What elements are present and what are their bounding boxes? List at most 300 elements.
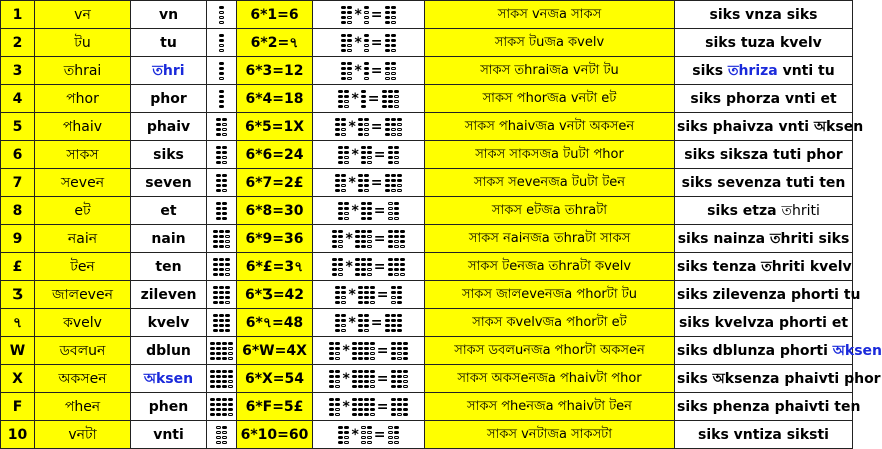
dot-column-icon: [219, 257, 224, 277]
dot-icon: [397, 314, 402, 317]
dot-icon: [394, 230, 399, 233]
table-row: [1, 365, 853, 393]
latin-number-word-text: kvelv: [147, 314, 190, 331]
dot-icon: [397, 408, 402, 411]
dot-icon: [364, 398, 369, 401]
dot-icon: [403, 403, 408, 406]
dot-icon: [332, 273, 337, 276]
dot-icon: [347, 72, 352, 75]
row-number: 2: [1, 29, 35, 57]
dot-numeral-icon: [213, 229, 230, 249]
dot-column-icon: [355, 229, 360, 249]
dot-icon: [394, 245, 399, 248]
latin-number-word: [131, 1, 207, 29]
dot-icon: [341, 39, 346, 42]
dot-icon: [344, 207, 349, 210]
latin-number-word: [131, 365, 207, 393]
dot-numeral-icon: [388, 229, 405, 249]
dot-icon: [222, 161, 227, 164]
dot-icon: [341, 49, 346, 52]
dot-icon: [216, 426, 221, 429]
dot-icon: [388, 161, 393, 164]
bengali-phrase: সাকস নaiনজa তhraটা সাকস: [425, 225, 675, 253]
dot-numeral-icon: [391, 341, 408, 361]
bengali-number-word: ডবলuন: [35, 337, 131, 365]
dot-icon: [222, 133, 227, 136]
dot-icon: [388, 105, 393, 108]
dot-column-icon: [364, 117, 369, 137]
dot-icon: [397, 291, 402, 294]
dot-icon: [332, 268, 337, 271]
times-icon: *: [348, 118, 356, 135]
dot-icon: [391, 49, 396, 52]
dot-icon: [367, 207, 372, 210]
dot-icon: [344, 146, 349, 149]
dot-icon: [403, 347, 408, 350]
dot-icon: [216, 380, 221, 383]
dot-icon: [228, 375, 233, 378]
dot-column-icon: [338, 229, 343, 249]
dot-icon: [335, 370, 340, 373]
dot-icon: [341, 34, 346, 37]
dot-equation: [313, 281, 425, 309]
table-row: [1, 393, 853, 421]
dot-icon: [391, 118, 396, 121]
dot-column-icon: [358, 173, 363, 193]
dot-column-icon: [391, 285, 396, 305]
dot-icon: [222, 413, 227, 416]
dot-icon: [364, 123, 369, 126]
dot-icon: [367, 156, 372, 159]
dot-column-icon: [391, 397, 396, 417]
latin-number-word-text: vn: [158, 6, 179, 23]
dot-icon: [222, 174, 227, 177]
dot-icon: [388, 151, 393, 154]
dot-icon: [225, 240, 230, 243]
times-icon: *: [351, 90, 359, 107]
dot-icon: [370, 385, 375, 388]
bengali-number-word: নaiন: [35, 225, 131, 253]
dot-icon: [391, 189, 396, 192]
dot-icon: [335, 118, 340, 121]
equals-icon: =: [370, 314, 383, 331]
dot-column-icon: [361, 425, 366, 445]
dot-icon: [388, 273, 393, 276]
latin-phrase-part: ত: [727, 62, 739, 79]
dot-equation: [313, 85, 425, 113]
dot-icon: [219, 39, 224, 42]
dot-icon: [364, 375, 369, 378]
dot-column-icon: [341, 33, 346, 53]
dot-icon: [347, 6, 352, 9]
dot-icon: [391, 375, 396, 378]
dot-numeral-icon: [329, 341, 340, 361]
dot-icon: [329, 398, 334, 401]
dot-column-icon: [397, 117, 402, 137]
latin-phrase: [675, 337, 882, 365]
dot-icon: [352, 408, 357, 411]
dot-icon: [213, 319, 218, 322]
dot-icon: [222, 179, 227, 182]
row-number: 10: [1, 421, 35, 449]
dot-column-icon: [370, 397, 375, 417]
dot-icon: [219, 34, 224, 37]
dot-column-icon: [400, 229, 405, 249]
latin-phrase: [675, 29, 853, 57]
dot-numeral-icon: [329, 397, 340, 417]
dot-icon: [216, 118, 221, 121]
dot-column-icon: [385, 173, 390, 193]
dot-icon: [338, 151, 343, 154]
dot-column-icon: [341, 313, 346, 333]
dot-icon: [364, 34, 369, 37]
dot-icon: [385, 329, 390, 332]
dot-column-icon: [352, 397, 357, 417]
dot-icon: [394, 268, 399, 271]
dot-icon: [391, 296, 396, 299]
table-row: [1, 337, 853, 365]
dot-icon: [344, 202, 349, 205]
dot-column-icon: [210, 369, 215, 389]
dot-icon: [213, 240, 218, 243]
dot-icon: [210, 380, 215, 383]
dot-numeral-icon: [216, 201, 227, 221]
dot-column-icon: [397, 369, 402, 389]
row-number: F: [1, 393, 35, 421]
dot-icon: [219, 16, 224, 19]
dot-icon: [397, 413, 402, 416]
equation: 6*1=6: [237, 1, 313, 29]
dot-icon: [210, 413, 215, 416]
dot-icon: [335, 380, 340, 383]
bengali-phrase: সাকস পheনজa পhaivটা টeন: [425, 393, 675, 421]
dot-equation-group: [341, 61, 395, 81]
dot-icon: [341, 21, 346, 24]
dot-column-icon: [364, 369, 369, 389]
dot-equation: [313, 113, 425, 141]
dot-equation-group: [329, 397, 407, 417]
dot-icon: [347, 44, 352, 47]
dot-numeral-icon: [335, 285, 346, 305]
dot-numeral: [207, 281, 237, 309]
latin-phrase: [675, 113, 864, 141]
dot-icon: [329, 347, 334, 350]
dot-icon: [335, 174, 340, 177]
dot-numeral-icon: [361, 145, 372, 165]
equals-icon: =: [376, 398, 389, 415]
dot-column-icon: [213, 285, 218, 305]
dot-numeral-icon: [358, 173, 369, 193]
dot-icon: [361, 156, 366, 159]
dot-icon: [394, 156, 399, 159]
dot-icon: [216, 217, 221, 220]
dot-column-icon: [358, 341, 363, 361]
dot-numeral-icon: [335, 117, 346, 137]
dot-icon: [335, 413, 340, 416]
dot-icon: [397, 324, 402, 327]
dot-equation: [313, 421, 425, 449]
dot-icon: [397, 118, 402, 121]
dot-icon: [397, 296, 402, 299]
dot-column-icon: [391, 33, 396, 53]
dot-column-icon: [216, 397, 221, 417]
dot-numeral-icon: [385, 33, 396, 53]
latin-number-word: [131, 281, 207, 309]
table-row: [1, 1, 853, 29]
dot-column-icon: [358, 117, 363, 137]
dot-icon: [358, 291, 363, 294]
dot-icon: [341, 324, 346, 327]
dot-column-icon: [332, 229, 337, 249]
dot-icon: [388, 263, 393, 266]
dot-icon: [382, 95, 387, 98]
equation: 6*3=12: [237, 57, 313, 85]
dot-column-icon: [216, 145, 221, 165]
dot-icon: [385, 6, 390, 9]
dot-icon: [225, 291, 230, 294]
dot-column-icon: [394, 229, 399, 249]
bengali-number-word: vনটা: [35, 421, 131, 449]
dot-column-icon: [344, 89, 349, 109]
dot-icon: [335, 385, 340, 388]
dot-icon: [364, 11, 369, 14]
dot-icon: [228, 370, 233, 373]
latin-phrase-part: siks vnza siks: [709, 6, 818, 23]
dot-icon: [210, 385, 215, 388]
dot-numeral-icon: [219, 61, 224, 81]
bengali-phrase: সাকস তhraiজa vনটা টu: [425, 57, 675, 85]
dot-icon: [397, 184, 402, 187]
dot-icon: [213, 230, 218, 233]
dot-icon: [397, 352, 402, 355]
dot-icon: [225, 286, 230, 289]
latin-phrase-part: siks অksenza phaivti phor: [677, 370, 881, 387]
dot-column-icon: [216, 117, 221, 137]
dot-icon: [388, 245, 393, 248]
dot-icon: [391, 370, 396, 373]
dot-column-icon: [341, 117, 346, 137]
bengali-number-word: সাকস: [35, 141, 131, 169]
dot-column-icon: [335, 341, 340, 361]
dot-icon: [329, 403, 334, 406]
dot-icon: [355, 230, 360, 233]
equation: 6*10=60: [237, 421, 313, 449]
dot-icon: [222, 403, 227, 406]
dot-icon: [364, 21, 369, 24]
dot-icon: [341, 189, 346, 192]
dot-icon: [222, 212, 227, 215]
dot-icon: [364, 6, 369, 9]
dot-icon: [391, 34, 396, 37]
dot-icon: [219, 90, 224, 93]
dot-icon: [364, 296, 369, 299]
table-row: [1, 29, 853, 57]
latin-phrase: [675, 365, 881, 393]
dot-icon: [364, 403, 369, 406]
dot-icon: [213, 286, 218, 289]
dot-column-icon: [225, 229, 230, 249]
dot-column-icon: [388, 425, 393, 445]
dot-icon: [400, 258, 405, 261]
dot-icon: [222, 189, 227, 192]
times-icon: *: [351, 146, 359, 163]
dot-column-icon: [388, 257, 393, 277]
dot-icon: [361, 431, 366, 434]
dot-icon: [388, 240, 393, 243]
dot-icon: [347, 67, 352, 70]
dot-icon: [361, 273, 366, 276]
dot-numeral-icon: [332, 229, 343, 249]
latin-phrase-part: siks phenza phaivti ten: [677, 398, 861, 415]
dot-icon: [382, 105, 387, 108]
dot-icon: [364, 16, 369, 19]
dot-numeral-icon: [352, 341, 375, 361]
dot-column-icon: [358, 397, 363, 417]
dot-icon: [364, 357, 369, 360]
dot-icon: [219, 235, 224, 238]
dot-icon: [358, 286, 363, 289]
dot-icon: [225, 319, 230, 322]
dot-icon: [391, 329, 396, 332]
equals-icon: =: [376, 370, 389, 387]
dot-icon: [364, 72, 369, 75]
dot-icon: [370, 301, 375, 304]
dot-icon: [222, 380, 227, 383]
dot-icon: [338, 90, 343, 93]
dot-icon: [370, 408, 375, 411]
dot-icon: [344, 217, 349, 220]
equals-icon: =: [370, 6, 383, 23]
dot-icon: [352, 357, 357, 360]
dot-icon: [367, 263, 372, 266]
dot-numeral-icon: [213, 313, 230, 333]
dot-icon: [361, 245, 366, 248]
dot-numeral-icon: [219, 5, 224, 25]
dot-icon: [364, 128, 369, 131]
dot-icon: [216, 370, 221, 373]
dot-icon: [213, 273, 218, 276]
row-number: 4: [1, 85, 35, 113]
dot-icon: [341, 44, 346, 47]
dot-column-icon: [332, 257, 337, 277]
latin-number-word: [131, 421, 207, 449]
dot-icon: [341, 123, 346, 126]
dot-icon: [329, 357, 334, 360]
dot-icon: [332, 258, 337, 261]
dot-icon: [222, 398, 227, 401]
dot-icon: [358, 189, 363, 192]
dot-numeral-icon: [382, 89, 399, 109]
dot-icon: [219, 258, 224, 261]
dot-icon: [391, 291, 396, 294]
times-icon: *: [354, 6, 362, 23]
dot-icon: [335, 179, 340, 182]
dot-icon: [225, 329, 230, 332]
dot-column-icon: [213, 257, 218, 277]
latin-number-word: [131, 225, 207, 253]
dot-icon: [216, 161, 221, 164]
dot-equation-group: [335, 173, 401, 193]
dot-icon: [361, 258, 366, 261]
times-icon: *: [342, 398, 350, 415]
dot-icon: [216, 436, 221, 439]
dot-numeral-icon: [338, 425, 349, 445]
dot-equation-group: [329, 369, 407, 389]
dot-icon: [225, 314, 230, 317]
dot-icon: [225, 268, 230, 271]
dot-icon: [397, 319, 402, 322]
dot-icon: [225, 324, 230, 327]
dot-icon: [222, 408, 227, 411]
dot-numeral-icon: [335, 173, 346, 193]
dot-column-icon: [394, 89, 399, 109]
dot-icon: [364, 385, 369, 388]
equation: 6*Ʒ=42: [237, 281, 313, 309]
dot-numeral-icon: [338, 145, 349, 165]
dot-icon: [219, 77, 224, 80]
dot-numeral-icon: [358, 117, 369, 137]
dot-icon: [213, 291, 218, 294]
equals-icon: =: [367, 90, 380, 107]
dot-icon: [364, 408, 369, 411]
dot-icon: [338, 161, 343, 164]
times-icon: *: [348, 286, 356, 303]
dot-icon: [222, 352, 227, 355]
dot-icon: [216, 151, 221, 154]
dot-column-icon: [335, 285, 340, 305]
dot-icon: [391, 77, 396, 80]
dot-column-icon: [329, 341, 334, 361]
latin-phrase-part: hriza: [738, 62, 778, 79]
dot-equation-group: [338, 89, 398, 109]
dot-icon: [213, 329, 218, 332]
dot-icon: [344, 100, 349, 103]
dot-icon: [222, 385, 227, 388]
dot-icon: [355, 235, 360, 238]
dot-icon: [358, 329, 363, 332]
dot-icon: [385, 16, 390, 19]
dot-icon: [341, 291, 346, 294]
dot-icon: [370, 342, 375, 345]
latin-phrase-part: siks dblunza phorti: [677, 342, 833, 359]
bengali-phrase: সাকস কvelvজa পhorটা eট: [425, 309, 675, 337]
dot-column-icon: [367, 425, 372, 445]
dot-icon: [367, 441, 372, 444]
equals-icon: =: [370, 62, 383, 79]
dot-icon: [219, 44, 224, 47]
dot-icon: [335, 133, 340, 136]
latin-phrase: [675, 225, 853, 253]
dot-icon: [216, 441, 221, 444]
dot-column-icon: [397, 285, 402, 305]
dot-numeral-icon: [338, 201, 349, 221]
dot-icon: [352, 352, 357, 355]
dot-icon: [364, 352, 369, 355]
dot-icon: [385, 11, 390, 14]
dot-icon: [358, 324, 363, 327]
latin-number-word: [131, 141, 207, 169]
dot-numeral-icon: [210, 397, 233, 417]
dot-icon: [358, 342, 363, 345]
dot-icon: [219, 314, 224, 317]
dot-numeral: [207, 309, 237, 337]
bengali-phrase: সাকস vনজa সাকস: [425, 1, 675, 29]
dot-icon: [388, 258, 393, 261]
dot-icon: [219, 230, 224, 233]
dot-column-icon: [397, 341, 402, 361]
dot-icon: [335, 128, 340, 131]
dot-icon: [361, 230, 366, 233]
